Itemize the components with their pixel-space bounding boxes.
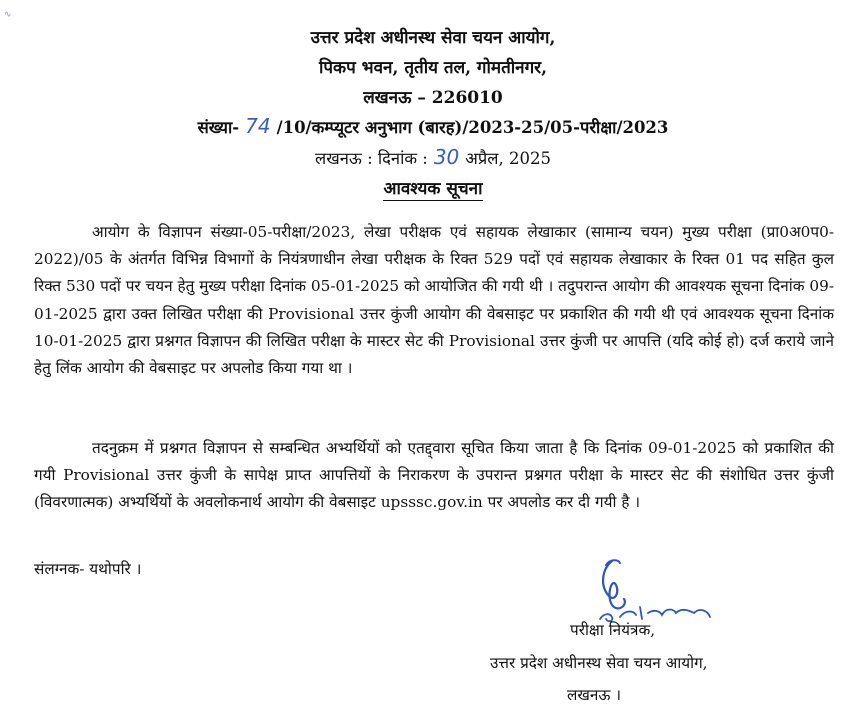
enclosure-note: संलग्नक- यथोपरि ।	[34, 560, 142, 578]
body-paragraph-1: आयोग के विज्ञापन संख्या-05-परीक्षा/2023, लेखा परीक्षक एवं सहायक लेखाकार (सामान्य चयन) मुख्य परीक्षा (प्रा0अ0प0-2022)/05 के अंतर्गत विभिन्न विभागों के नियंत्रणाधीन लेखा परीक्षक के रिक्त 529 पदों एवं सहायक लेखाकार के रिक्त 01 पद सहित कुल रिक्त 530 पदों पर चयन हेतु मुख्य परीक्षा दिनांक 05-01-2025 को आयोजित की गयी थी । तदुपरान्त आयोग की आवश्यक सूचना दिनांक 09-01-2025 द्वारा उक्त लिखित परीक्षा की Provisional उत्तर कुंजी आयोग की वेबसाइट पर प्रकाशित की गयी थी एवं आवश्यक सूचना दिनांक 10-01-2025 द्वारा प्रश्नगत विज्ञापन की लिखित परीक्षा के मास्टर सेट की Provisional उत्तर कुंजी पर आपत्ति (यदि कोई हो) दर्ज कराये जाने हेतु लिंक आयोग की वेबसाइट पर अपलोड किया गया था ।	[34, 223, 835, 378]
issue-date	[0, 145, 866, 169]
header-address: पिकप भवन, तृतीय तल, गोमतीनगर,	[318, 58, 548, 78]
notice-title	[0, 176, 866, 199]
reference-suffix: /10/कम्प्यूटर अनुभाग (बारह)/2023-25/05-परीक्षा/2023	[276, 118, 669, 137]
notice-title-text: आवश्यक सूचना	[383, 179, 483, 199]
reference-number	[0, 114, 866, 138]
signatory-city: लखनऊ ।	[567, 686, 622, 704]
date-month-year: अप्रैल, 2025	[465, 149, 551, 168]
header-commission-name: उत्तर प्रदेश अधीनस्थ सेवा चयन आयोग,	[310, 28, 556, 48]
date-prefix: लखनऊ : दिनांक :	[315, 149, 428, 168]
date-handwritten-day: 30	[433, 145, 460, 169]
reference-handwritten-number: 74	[245, 114, 271, 138]
reference-prefix: संख्या-	[197, 118, 240, 137]
signatory-organization: उत्तर प्रदेश अधीनस्थ सेवा चयन आयोग,	[490, 654, 708, 672]
header-city-pin: लखनऊ – 226010	[363, 88, 503, 108]
body-paragraph-2: तदनुक्रम में प्रश्नगत विज्ञापन से सम्बन्धित अभ्यर्थियों को एतद्द्वारा सूचित किया जाता है कि दिनांक 09-01-2025 को प्रकाशित की गयी Provisional उत्तर कुंजी के सापेक्ष प्राप्त आपत्तियों के निराकरण के उपरान्त प्रश्नगत परीक्षा के मास्टर सेट की संशोधित उत्तर कुंजी (विवरणात्मक) अभ्यर्थियों के अवलोकनार्थ आयोग की वेबसाइट upsssc.gov.in पर अपलोड कर दी गयी है ।	[34, 439, 834, 512]
handwritten-signature	[590, 555, 750, 627]
signatory-designation: परीक्षा नियंत्रक,	[570, 621, 656, 639]
corner-mark: ∿	[4, 10, 12, 20]
